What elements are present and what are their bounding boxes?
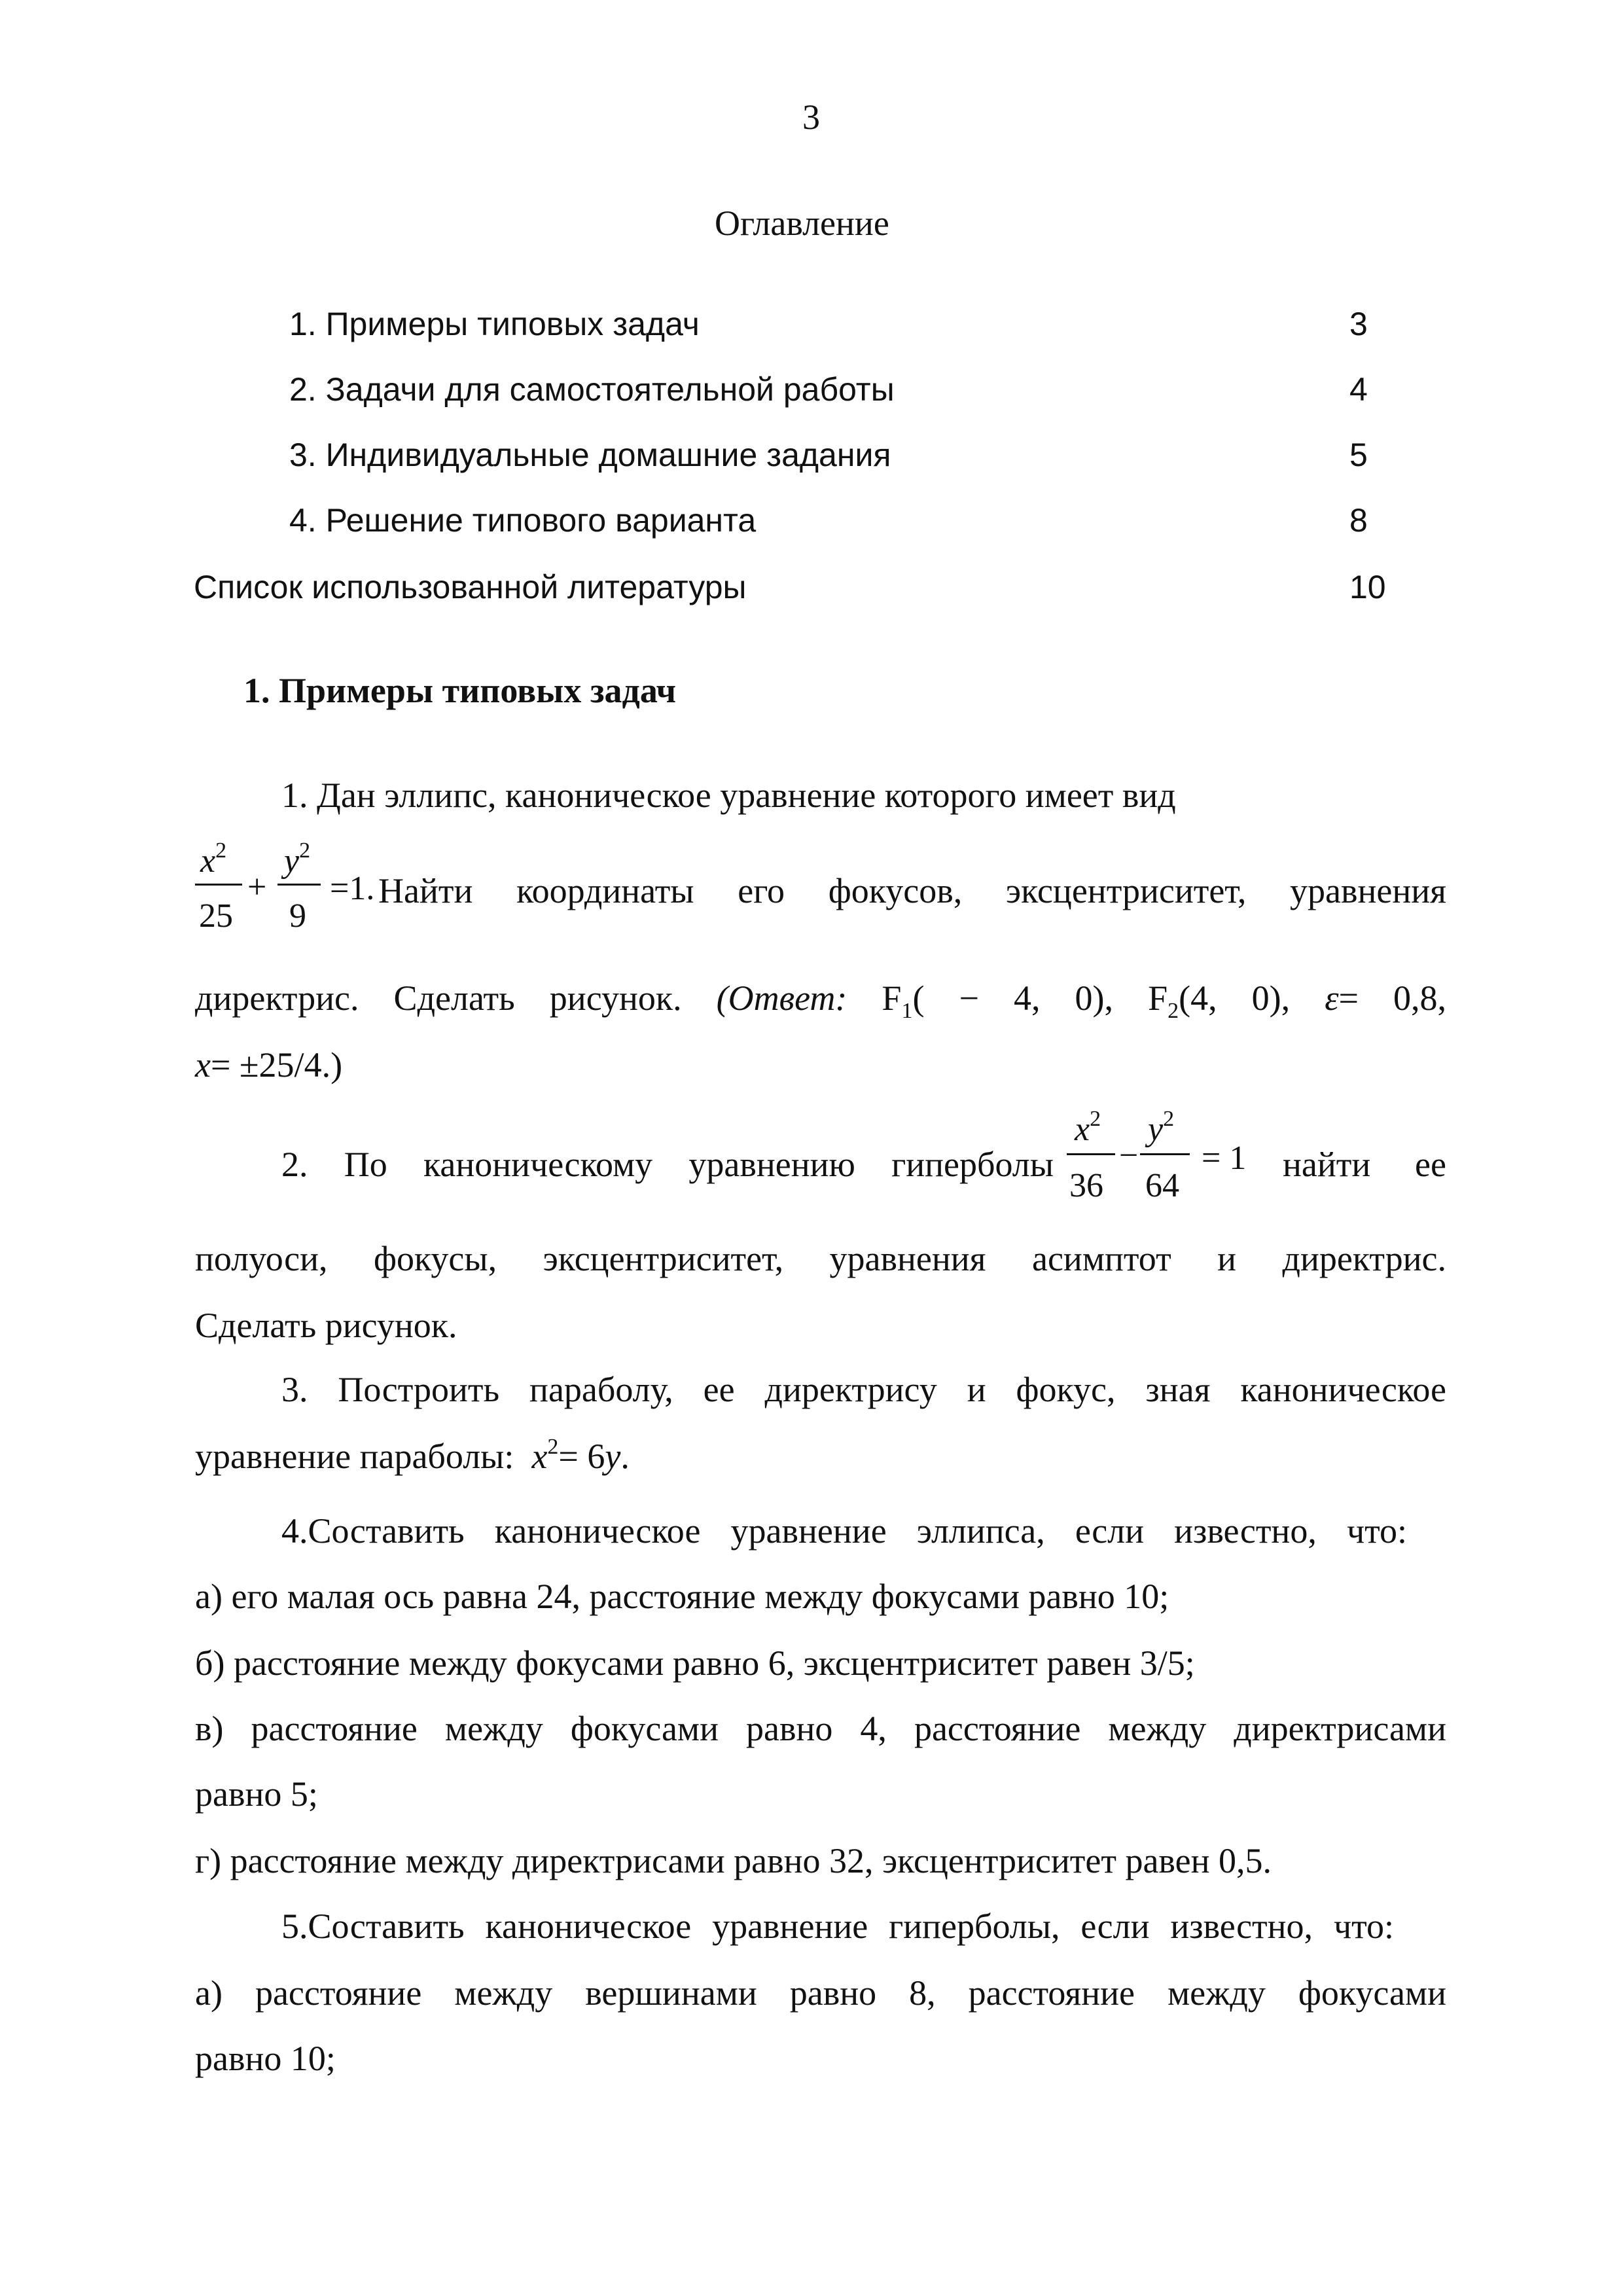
eq-den-2: 64: [1145, 1167, 1179, 1204]
toc-item-label: 2. Задачи для самостоятельной работы: [289, 371, 895, 408]
eq-x-power: 2: [547, 1435, 559, 1459]
fraction-bar: [1067, 1153, 1115, 1155]
focus-1-index: 1: [901, 998, 913, 1023]
text: ( − 4, 0), F: [912, 978, 1168, 1018]
eq-den-2: 9: [289, 897, 306, 935]
eq-mid: = 6: [558, 1437, 605, 1476]
toc-item-page: 10: [1349, 569, 1386, 605]
eq-x-power: 2: [1090, 1107, 1101, 1131]
toc-item-page: 4: [1349, 371, 1368, 408]
eq-y: y: [1148, 1111, 1164, 1148]
toc-title: Оглавление: [715, 204, 889, 243]
text: директрис. Сделать рисунок.: [195, 978, 682, 1018]
section-heading: 1. Примеры типовых задач: [243, 671, 677, 710]
toc-item-page: 3: [1349, 306, 1368, 342]
problem-5-item-a-line-1: а) расстояние между вершинами равно 8, расстояние между фокусами: [195, 1973, 1446, 2013]
problem-1-line-3: [195, 978, 1447, 1023]
eq-y-power: 2: [299, 838, 311, 863]
problem-1-line-1: 1. Дан эллипс, каноническое уравнение которого имеет вид: [281, 776, 1176, 815]
fraction-bar: [277, 884, 321, 886]
eq-x: x: [531, 1437, 548, 1476]
problem-4-item-c-line-2: равно 5;: [195, 1774, 318, 1814]
var-x: x: [195, 1045, 211, 1085]
problem-2-line-1-text: 2. По каноническому уравнению гиперболы: [281, 1145, 1054, 1184]
text: уравнение параболы:: [195, 1437, 514, 1476]
toc-item-label: 3. Индивидуальные домашние задания: [289, 437, 891, 473]
eq-x: x: [1075, 1111, 1090, 1148]
focus-2-index: 2: [1168, 998, 1179, 1023]
fraction-bar: [1140, 1153, 1190, 1155]
text: (4, 0),: [1179, 978, 1325, 1018]
toc-item-page: 5: [1349, 437, 1368, 473]
answer-label: (Ответ:: [716, 978, 847, 1018]
eq-y: y: [605, 1437, 621, 1476]
fraction-bar: [195, 884, 242, 886]
eq-end: .: [620, 1437, 630, 1476]
problem-1-line-2: Найти координаты его фокусов, эксцентриситет, уравнения: [378, 871, 1446, 910]
eq-den-1: 25: [199, 897, 233, 935]
problem-4-line-1: 4.Составить каноническое уравнение эллипса, если известно, что:: [281, 1511, 1407, 1551]
toc-item-label: 4. Решение типового варианта: [289, 502, 757, 539]
page-number: 3: [802, 98, 820, 137]
problem-5-line-1: 5.Составить каноническое уравнение гиперболы, если известно, что:: [281, 1907, 1394, 1946]
problem-1-line-4: [195, 1047, 342, 1083]
eq-den-1: 36: [1069, 1167, 1103, 1204]
problem-2-line-1-tail: найти ее: [1283, 1145, 1446, 1184]
problem-2-line-2: полуоси, фокусы, эксцентриситет, уравнения асимптот и директрис.: [195, 1239, 1446, 1278]
problem-4-item-a: а) его малая ось равна 24, расстояние между фокусами равно 10;: [195, 1577, 1169, 1616]
problem-4-item-d: г) расстояние между директрисами равно 32, эксцентриситет равен 0,5.: [195, 1841, 1272, 1880]
eq-x-power: 2: [215, 838, 227, 863]
eq-plus: +: [247, 869, 267, 906]
toc-item-page: 8: [1349, 502, 1368, 539]
hyperbola-equation: [1067, 1107, 1263, 1211]
problem-5-item-a-line-2: равно 10;: [195, 2039, 336, 2078]
problem-2-line-3: Сделать рисунок.: [195, 1306, 457, 1345]
problem-4-item-b: б) расстояние между фокусами равно 6, эксцентриситет равен 3/5;: [195, 1643, 1195, 1683]
epsilon-symbol: ε: [1325, 978, 1339, 1018]
eq-x: x: [200, 842, 216, 880]
text: = ±25/4.): [210, 1045, 343, 1085]
problem-3-line-1: 3. Построить параболу, ее директрису и фокус, зная каноническое: [281, 1370, 1446, 1409]
eq-y: y: [284, 842, 300, 880]
ellipse-equation: [195, 838, 375, 942]
eq-y-power: 2: [1163, 1107, 1175, 1131]
problem-3-line-2: [195, 1435, 630, 1476]
toc-item-label: Список использованной литературы: [194, 569, 747, 605]
eq-rhs: = 1: [1202, 1139, 1247, 1177]
text: F: [882, 978, 902, 1018]
eq-rhs: =1.: [330, 870, 375, 907]
toc-item-label: 1. Примеры типовых задач: [289, 306, 700, 342]
problem-4-item-c-line-1: в) расстояние между фокусами равно 4, расстояние между директрисами: [195, 1709, 1446, 1748]
text: = 0,8,: [1338, 978, 1447, 1018]
eq-minus: −: [1119, 1137, 1139, 1174]
